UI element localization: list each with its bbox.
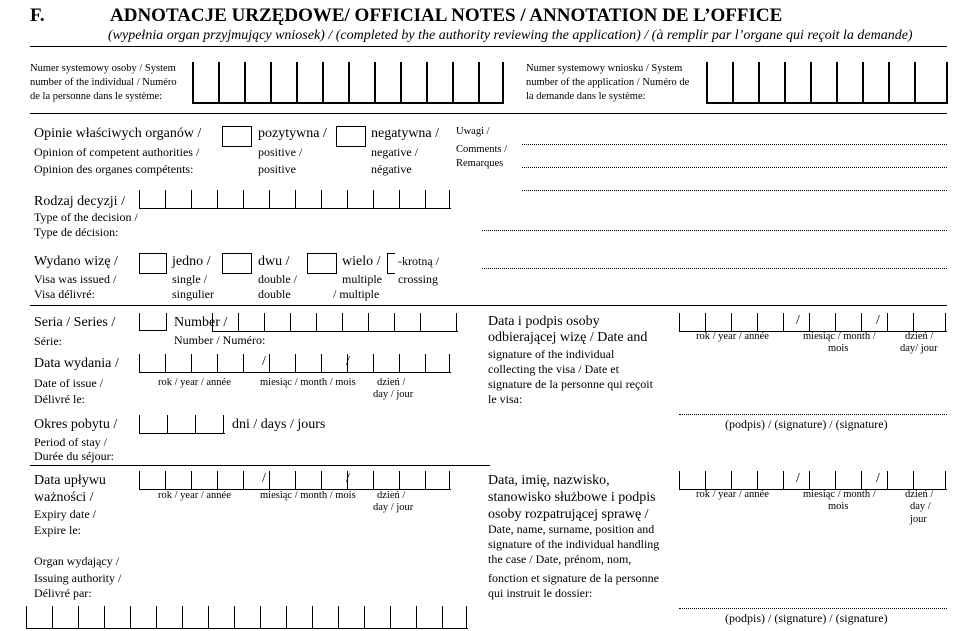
header-rule [30, 46, 947, 47]
person-number-label-pl: Numer systemowy osoby / System [30, 63, 176, 74]
remarks-label-pl: Uwagi / [456, 126, 490, 137]
multiple-label-pl: wielo / [342, 254, 381, 269]
section-title: ADNOTACJE URZĘDOWE/ OFFICIAL NOTES / ANNOTATION DE L’OFFICE [110, 5, 783, 26]
collection-text: Data i podpis osoby [488, 314, 600, 329]
section-heading [30, 5, 782, 27]
negative-label-fr: négative [371, 162, 412, 176]
date-separator: / [796, 471, 800, 486]
month-label: mois [828, 501, 849, 512]
visa-issued-label-fr: Visa délivré: [34, 287, 95, 301]
multiple-label-fr: / multiple [333, 287, 380, 301]
series-label-pl: Seria / Series / [34, 315, 116, 330]
handler-text: signature of the individual handling [488, 537, 660, 551]
opinion-label-en: Opinion of competent authorities / [34, 145, 200, 159]
remarks-line[interactable] [522, 190, 947, 191]
collection-text: collecting the visa / Date et [488, 362, 619, 376]
date-separator: / [876, 313, 880, 328]
remarks-line[interactable] [482, 230, 947, 231]
number-label-en: Number / Numéro: [174, 333, 266, 347]
person-number-label-fr: de la personne dans le système: [30, 91, 163, 102]
opinion-label-fr: Opinion des organes compétents: [34, 162, 194, 176]
decision-type-field[interactable] [139, 190, 451, 209]
day-label: day / jour [373, 502, 414, 513]
expiry-date-field[interactable] [139, 471, 451, 490]
remarks-line[interactable] [522, 144, 947, 145]
negative-checkbox[interactable] [336, 126, 366, 147]
double-label-fr: double [258, 287, 291, 301]
day-label: dzień / [905, 489, 934, 500]
section-divider [30, 465, 490, 466]
application-number-label-en: number of the application / Numéro de [526, 77, 690, 88]
issue-date-label-en: Date of issue / [34, 376, 103, 390]
decision-label-fr: Type de décision: [34, 225, 119, 239]
multiple-entry-checkbox[interactable] [307, 253, 337, 274]
collection-text: le visa: [488, 392, 523, 406]
day-label: day / [910, 501, 931, 512]
handler-text: stanowisko służbowe i podpis [488, 490, 656, 505]
date-separator: / [876, 471, 880, 486]
positive-label-fr: positive [258, 162, 296, 176]
issue-date-label-fr: Délivré le: [34, 392, 85, 406]
person-number-label-en: number of the individual / Numéro [30, 77, 177, 88]
handler-text: osoby rozpatrującej sprawę / [488, 507, 649, 522]
date-separator: / [262, 471, 266, 486]
stay-label-en: Period of stay / [34, 435, 107, 449]
section-subtitle: (wypełnia organ przyjmujący wniosek) / (completed by the authority reviewing the application) / (à remplir par l’organe qui reçoit la demande) [108, 28, 913, 43]
day-label: jour [910, 514, 927, 525]
collection-text: signature of the individual [488, 347, 615, 361]
day-label: day/ jour [900, 343, 938, 354]
authority-label-fr: Délivré par: [34, 586, 92, 600]
collection-text: signature de la personne qui reçoit [488, 377, 653, 391]
single-label-fr: singulier [172, 287, 214, 301]
single-label-en: single / [172, 272, 207, 286]
issue-date-field[interactable] [139, 354, 451, 373]
visa-number-field[interactable] [212, 313, 458, 332]
entry-count-box[interactable] [387, 253, 395, 274]
expiry-label-pl2: ważności / [34, 490, 94, 505]
application-number-label-fr: la demande dans le système: [526, 91, 646, 102]
series-field[interactable] [139, 313, 167, 331]
section-divider [30, 305, 947, 306]
visa-issued-label-pl: Wydano wizę / [34, 254, 118, 269]
month-label: mois [828, 343, 849, 354]
stay-days-field[interactable] [139, 415, 225, 434]
person-number-field[interactable] [192, 62, 504, 104]
month-label: miesiąc / month / [803, 331, 876, 342]
positive-label-pl: pozytywna / [258, 126, 327, 141]
handler-text: Data, imię, nazwisko, [488, 473, 610, 488]
handler-text: Date, name, surname, position and [488, 522, 655, 536]
month-label: miesiąc / month / mois [260, 490, 356, 501]
visa-issued-label-en: Visa was issued / [34, 272, 117, 286]
date-separator: / [262, 354, 266, 369]
stay-unit-label: dni / days / jours [232, 417, 326, 432]
signature-line[interactable] [679, 608, 947, 609]
month-label: miesiąc / month / [803, 489, 876, 500]
year-label: rok / year / année [158, 490, 231, 501]
crossing-label-en: crossing [398, 272, 438, 286]
decision-label-en: Type of the decision / [34, 210, 138, 224]
remarks-label-en: Comments / [456, 144, 508, 155]
day-label: dzień / [377, 490, 406, 501]
remarks-line[interactable] [482, 268, 947, 269]
opinion-label-pl: Opinie właściwych organów / [34, 126, 202, 141]
collection-date-field[interactable] [679, 313, 947, 332]
month-label: miesiąc / month / mois [260, 377, 356, 388]
signature-line[interactable] [679, 414, 947, 415]
year-label: rok / year / année [696, 489, 769, 500]
authority-label-pl: Organ wydający / [34, 554, 120, 568]
negative-label-en: negative / [371, 145, 418, 159]
crossing-label-pl: -krotną / [398, 254, 439, 268]
negative-label-pl: negatywna / [371, 126, 440, 141]
remarks-label-fr: Remarques [456, 158, 504, 169]
multiple-label-en: multiple [342, 272, 382, 286]
series-label-fr: Série: [34, 334, 62, 348]
handler-date-field[interactable] [679, 471, 947, 490]
expiry-label-pl: Data upływu [34, 473, 106, 488]
date-separator: / [346, 471, 350, 486]
double-label-en: double / [258, 272, 297, 286]
section-letter: F. [30, 5, 45, 26]
expiry-label-fr: Expire le: [34, 523, 81, 537]
stay-label-pl: Okres pobytu / [34, 417, 118, 432]
day-label: day / jour [373, 389, 414, 400]
double-label-pl: dwu / [258, 254, 290, 269]
stay-label-fr: Durée du séjour: [34, 449, 114, 463]
issuing-authority-field[interactable] [26, 606, 468, 629]
date-separator: / [796, 313, 800, 328]
section-divider [30, 113, 947, 114]
signature-caption: (podpis) / (signature) / (signature) [725, 611, 888, 625]
signature-caption: (podpis) / (signature) / (signature) [725, 417, 888, 431]
positive-label-en: positive / [258, 145, 303, 159]
single-entry-checkbox[interactable] [139, 253, 167, 274]
handler-text: fonction et signature de la personne [488, 571, 659, 585]
number-label-pl: Number / [174, 315, 228, 330]
positive-checkbox[interactable] [222, 126, 252, 147]
year-label: rok / year / année [696, 331, 769, 342]
day-label: dzień / [377, 377, 406, 388]
double-entry-checkbox[interactable] [222, 253, 252, 274]
application-number-label-pl: Numer systemowy wniosku / System [526, 63, 683, 74]
handler-text: the case / Date, prénom, nom, [488, 552, 632, 566]
expiry-label-en: Expiry date / [34, 507, 96, 521]
single-label-pl: jedno / [172, 254, 211, 269]
issue-date-label-pl: Data wydania / [34, 356, 119, 371]
handler-text: qui instruit le dossier: [488, 586, 593, 600]
application-number-field[interactable] [706, 62, 948, 104]
decision-label-pl: Rodzaj decyzji / [34, 194, 125, 209]
day-label: dzień / [905, 331, 934, 342]
remarks-line[interactable] [522, 167, 947, 168]
year-label: rok / year / année [158, 377, 231, 388]
date-separator: / [346, 354, 350, 369]
authority-label-en: Issuing authority / [34, 571, 122, 585]
collection-text: odbierającej wizę / Date and [488, 330, 648, 345]
